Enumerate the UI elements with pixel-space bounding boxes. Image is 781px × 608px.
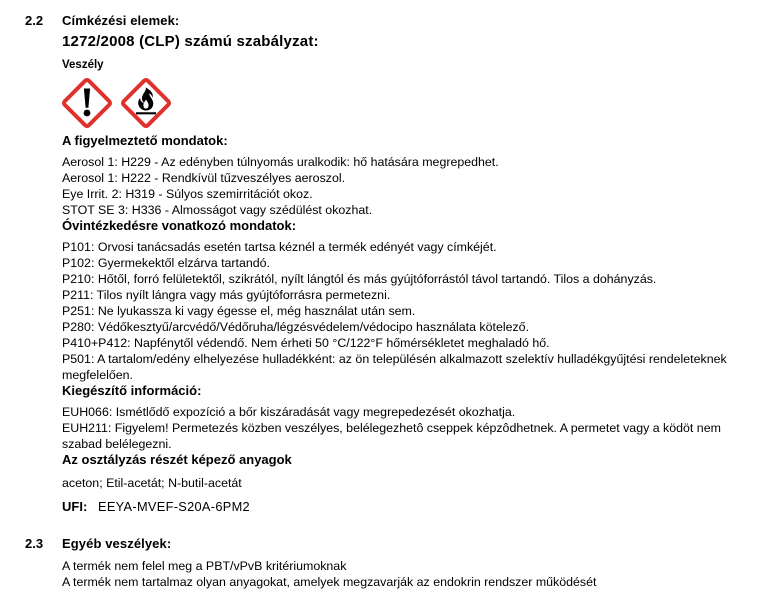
ufi-value: EEYA-MVEF-S20A-6PM2 (98, 499, 250, 514)
hazard-statement: Eye Irrit. 2: H319 - Súlyos szemirritációt okoz. (62, 187, 313, 201)
other-hazards-statement: A termék nem tartalmaz olyan anyagokat, amelyek megzavarják az endokrin rendszer működését (62, 575, 597, 589)
section-title: Címkézési elemek: (62, 13, 180, 28)
section-2-2 (25, 13, 761, 515)
section-2-2-body (62, 34, 762, 515)
ghs-pictograms (62, 78, 762, 128)
section-number: 2.2 (25, 13, 44, 28)
precautionary-statement: P101: Orvosi tanácsadás esetén tartsa kéznél a termék edényét vagy címkéjét. (62, 240, 497, 254)
ghs07-exclamation-icon (62, 78, 112, 128)
hazard-statement: Aerosol 1: H222 - Rendkívül tűzveszélyes aeroszol. (62, 171, 346, 185)
ghs02-flame-icon (121, 78, 171, 128)
clp-regulation-heading: 1272/2008 (CLP) számú szabályzat: (62, 33, 319, 50)
other-hazards-statement: A termék nem felel meg a PBT/vPvB kritériumoknak (62, 559, 347, 573)
classification-substances: aceton; Etil-acetát; N-butil-acetát (62, 476, 242, 490)
precautionary-statement: P410+P412: Napfénytől védendő. Nem érheti 50 °C/122°F hőmérsékletet meghaladó hő. (62, 336, 550, 350)
hazard-statement: STOT SE 3: H336 - Almosságot vagy szédülést okozhat. (62, 203, 373, 217)
signal-word: Veszély (62, 59, 104, 71)
section-2-3-body (62, 558, 762, 590)
section-number: 2.3 (25, 536, 44, 551)
hazard-statements-heading: A figyelmeztető mondatok: (62, 133, 228, 148)
supplemental-info-heading: Kiegészítő információ: (62, 383, 202, 398)
section-title: Egyéb veszélyek: (62, 536, 172, 551)
section-2-3 (25, 536, 761, 590)
hazard-statement: Aerosol 1: H229 - Az edényben túlnyomás uralkodik: hő hatására megrepedhet. (62, 155, 499, 169)
precautionary-statement: P501: A tartalom/edény elhelyezése hulladékként: az ön településén alkalmazott szelektív hulladékgyűjtési rendeleteknek megfelelően. (62, 352, 727, 382)
ufi-row (62, 499, 762, 515)
precautionary-statement: P102: Gyermekektől elzárva tartandó. (62, 256, 270, 270)
classification-substances-heading: Az osztályzás részét képező anyagok (62, 452, 292, 467)
precautionary-statement: P211: Tilos nyílt lángra vagy más gyújtóforrásra permetezni. (62, 288, 391, 302)
euh-statement: EUH066: Ismétlődő expozíció a bőr kiszáradását vagy megrepedezését okozhatja. (62, 405, 516, 419)
euh-statement: EUH211: Figyelem! Permetezés közben veszélyes, belélegezhetô cseppek képzôdhetnek. A permetet vagy a ködöt nem szabad belélegezni. (62, 421, 721, 451)
precautionary-statements-heading: Óvintézkedésre vonatkozó mondatok: (62, 218, 297, 233)
precautionary-statement: P210: Hőtől, forró felületektől, szikrától, nyílt lángtól és más gyújtóforrástól távol tartandó. Tilos a dohányzás. (62, 272, 657, 286)
precautionary-statement: P280: Védőkesztyű/arcvédő/Védőruha/légzésvédelem/védocipo használata kötelező. (62, 320, 530, 334)
ufi-label: UFI: (62, 499, 88, 514)
section-2-3-header (25, 536, 761, 551)
precautionary-statement: P251: Ne lyukassza ki vagy égesse el, még használat után sem. (62, 304, 416, 318)
section-2-2-header (25, 13, 761, 28)
